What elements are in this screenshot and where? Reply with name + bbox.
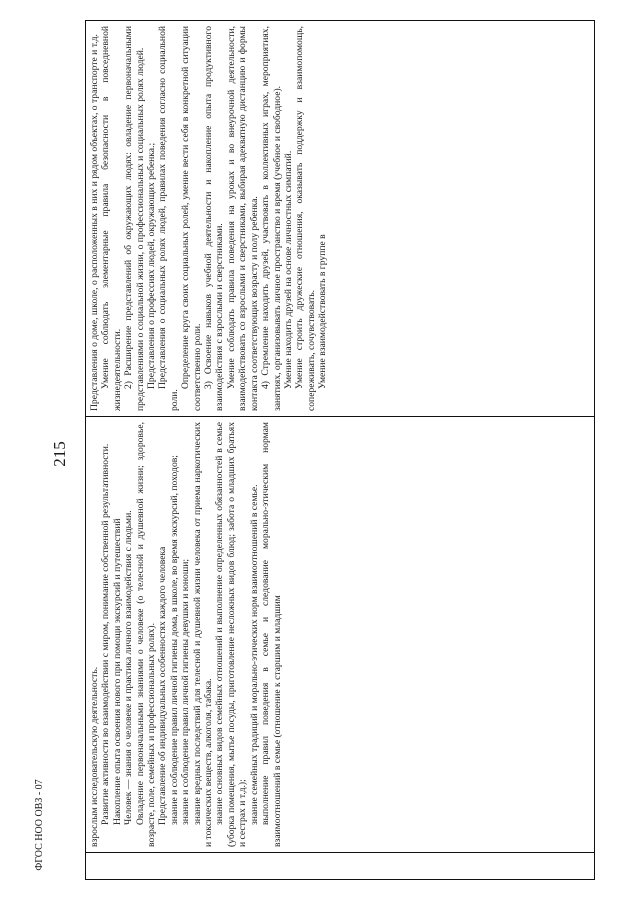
paragraph: Умение строить дружеские отношения, оказывать поддержку и взаимопомощь, сопереживать, сочувствовать. [294, 26, 317, 411]
paragraph: Накопление опыта освоения нового при помощи экскурсий и путешествий [111, 518, 123, 825]
table-row [86, 21, 595, 880]
paragraph: 2) Расширение представлений об окружающих людях: овладение первоначальными представлениями о социальной жизни, о профессиональных и социальных ролях людей. [123, 26, 146, 411]
paragraph: выполнение правил поведения в семье и следование морально-этическим нормам взаимоотношений в семье (отношение к старшим и младшим [260, 422, 283, 847]
paragraph: Человек — знания о человеке и практика личного взаимодействия с людьми. [123, 510, 135, 825]
footer-code: ФГОС НОО ОВЗ - 07 [34, 779, 45, 871]
paragraph: Умение соблюдать правила поведения на уроках и во внеурочной деятельности, взаимодействовать со взрослыми и сверстниками, выбирая адекватную дистанцию и формы контакта соответствующих возрасту и полу ребенка. [225, 26, 260, 411]
content-table [85, 20, 595, 880]
paragraph: Представления о социальных ролях людей, правилах поведения согласно социальной роли. [157, 26, 180, 411]
page-number: 215 [50, 441, 69, 467]
paragraph: Представления о профессиях людей, окружающих ребенка.; [146, 142, 158, 389]
paragraph: 4) Стремление находить друзей, участвовать в коллективных играх, мероприятиях, занятиях, организовывать личное пространство и время (учебное и свободное). [260, 26, 283, 411]
right-column-cell [86, 21, 595, 417]
paragraph: знание и соблюдение правил личной гигиены девушки и юноши; [180, 558, 192, 825]
paragraph: Представления о доме, школе, о расположенных в них и рядом объектах, о транспорте и т.д. [89, 34, 100, 411]
paragraph: Развитие активности во взаимодействии с миром, понимание собственной результативности. [100, 443, 112, 825]
paragraph: взрослым исследовательскую деятельность. [89, 666, 100, 847]
paragraph: Умение соблюдать элементарные правила безопасности в повседневной жизнедеятельности. [100, 26, 123, 411]
paragraph: Представление об индивидуальных особенностях каждого человека [157, 546, 169, 825]
rotated-table-content [85, 20, 595, 880]
paragraph: знание вредных последствий для телесной и душевной жизни человека от приема наркотических и токсических веществ, алкоголя, табака. [191, 422, 215, 847]
paragraph: Умение находить друзей на основе личностных симпатий. [282, 150, 294, 389]
paragraph: Умение взаимодействовать в группе в [317, 234, 329, 389]
paragraph: знание основных видов семейных отношений и выполнение определенных обязанностей в семье (уборка помещения, мытье посуды, приготовление несложных видов блюд; забота о младших братьях и сестрах и т.д.); [214, 422, 249, 847]
paragraph: знание семейных традиций и морально-этических норм взаимоотношений в семье. [248, 484, 260, 825]
paragraph: знание и соблюдение правил личной гигиены дома, в школе, во время экскурсий, походов; [168, 455, 180, 825]
rotated-table-frame [85, 20, 595, 880]
paragraph: Овладение первоначальными знаниями о человеке (о телесной и душевной жизни; здоровье, возрасте, поле, семейных и профессиональных ролях). [134, 422, 158, 847]
left-empty-cell [86, 853, 595, 880]
paragraph: 3) Освоение навыков учебной деятельности и накопление опыта продуктивного взаимодействия с взрослыми и сверстниками. [203, 26, 226, 411]
paragraph: Определение круга своих социальных ролей, умение вести себя в конкретной ситуации соответственно роли. [180, 26, 203, 411]
middle-column-cell [86, 417, 595, 853]
